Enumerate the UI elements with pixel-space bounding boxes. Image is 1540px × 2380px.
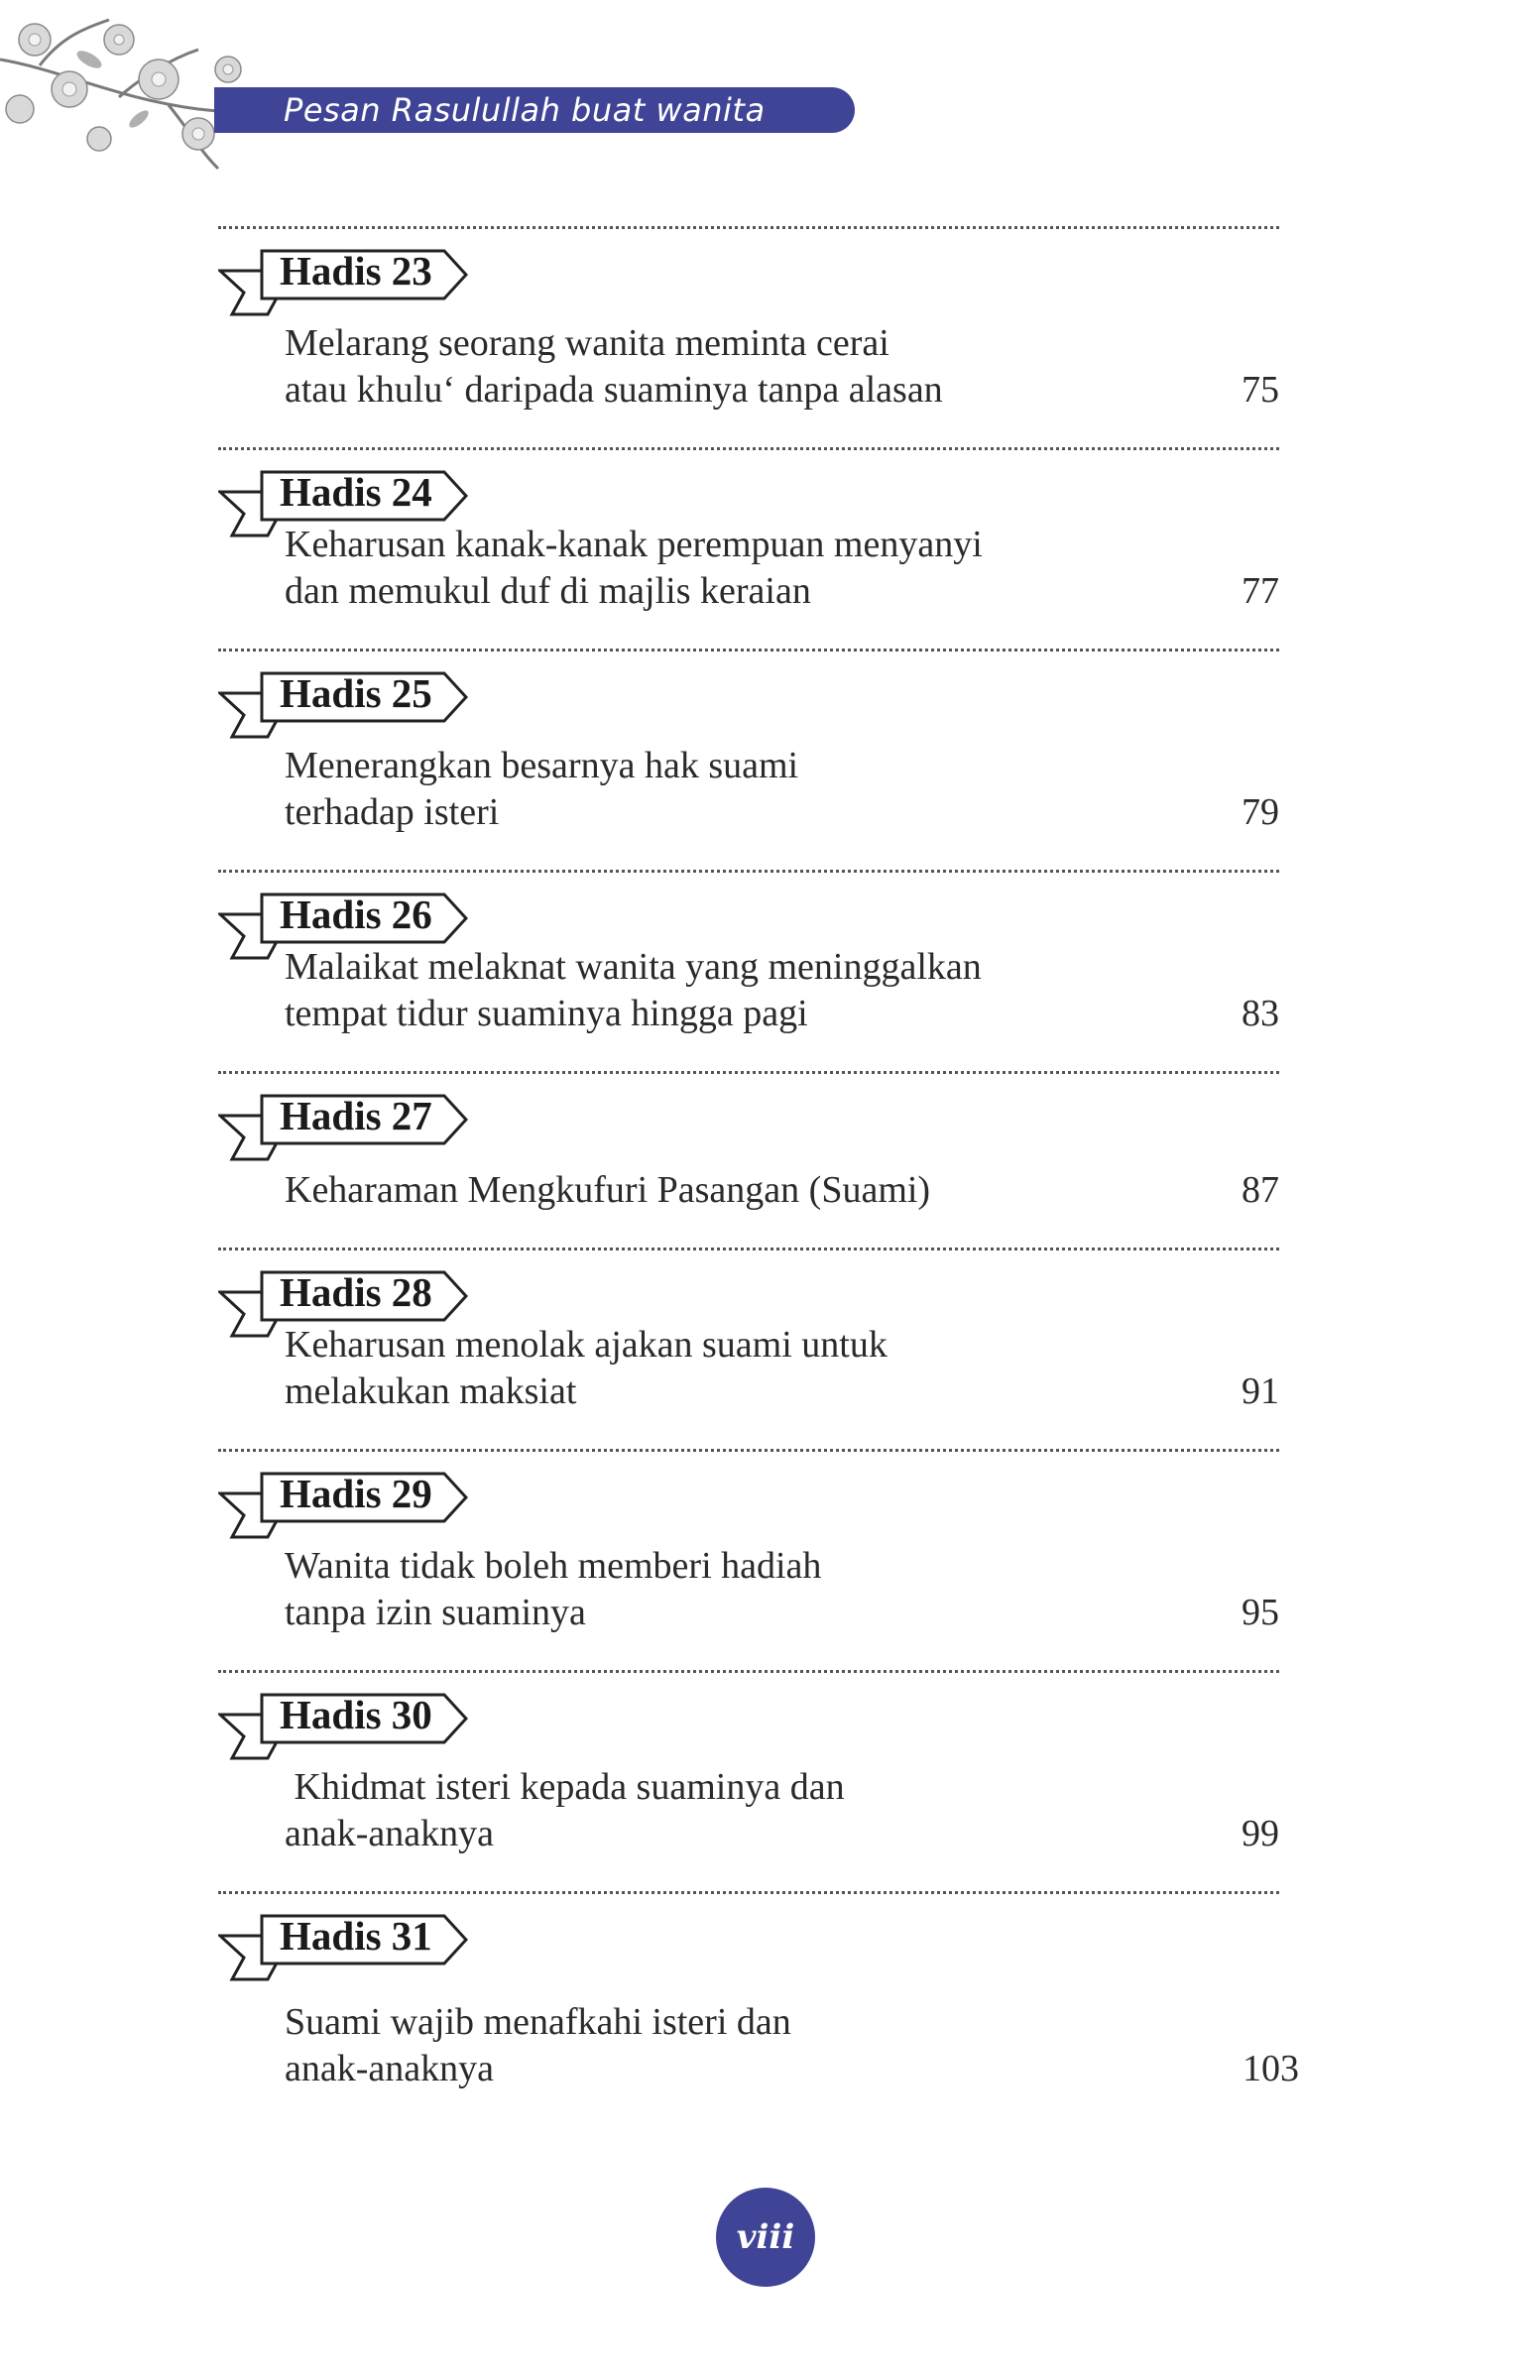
toc-entry-description: melakukan maksiat (285, 1370, 577, 1412)
toc-entry-description: anak-anaknya (285, 1813, 494, 1854)
running-header-title: Pesan Rasulullah buat wanita (284, 91, 766, 129)
toc-entry-description: tempat tidur suaminya hingga pagi (285, 993, 808, 1034)
page-number: 75 (1242, 369, 1279, 411)
table-of-contents (218, 226, 1299, 2126)
page-folio-number: viii (736, 2217, 795, 2257)
page-number: 91 (1242, 1370, 1279, 1412)
toc-entry-heading (218, 1452, 1279, 1523)
toc-entry-heading (218, 652, 1279, 723)
page-number: 95 (1242, 1592, 1279, 1633)
toc-entry-heading (218, 873, 1279, 944)
toc-entry-description: terhadap isteri (285, 791, 500, 833)
page-number: 83 (1242, 993, 1279, 1034)
toc-entry-description: Menerangkan besarnya hak suami (285, 745, 799, 786)
toc-entry-description: dan memukul duf di majlis keraian (285, 570, 811, 612)
hadis-label: Hadis 27 (280, 1093, 432, 1138)
page-number: 103 (1243, 2048, 1299, 2089)
toc-entry-description: anak-anaknya (285, 2048, 494, 2089)
toc-entry[interactable] (218, 649, 1279, 870)
toc-entry-description: Keharaman Mengkufuri Pasangan (Suami) (285, 1169, 931, 1211)
toc-entry-description: atau khulu‘ daripada suaminya tanpa alasan (285, 369, 943, 411)
toc-entry[interactable] (218, 226, 1279, 447)
running-header (214, 87, 855, 133)
toc-entry[interactable] (218, 1248, 1279, 1449)
toc-entry[interactable] (218, 1891, 1299, 2126)
toc-entry-description: Suami wajib menafkahi isteri dan (285, 2001, 791, 2043)
toc-entry-heading (218, 229, 1279, 300)
toc-entry-description: Khidmat isteri kepada suaminya dan (285, 1766, 845, 1808)
toc-entry-heading (218, 450, 1279, 522)
hadis-label: Hadis 31 (280, 1913, 432, 1959)
hadis-label: Hadis 26 (280, 892, 432, 937)
toc-entry[interactable] (218, 1449, 1279, 1670)
hadis-label: Hadis 29 (280, 1471, 432, 1516)
toc-entry-heading (218, 1250, 1279, 1322)
hadis-label: Hadis 23 (280, 248, 432, 294)
toc-entry[interactable] (218, 1071, 1279, 1248)
toc-entry-description: Melarang seorang wanita meminta cerai (285, 322, 889, 364)
page-number: 77 (1242, 570, 1279, 612)
toc-entry-description: Keharusan menolak ajakan suami untuk (285, 1324, 888, 1366)
toc-entry[interactable] (218, 870, 1279, 1071)
page-number: 99 (1242, 1813, 1279, 1854)
toc-entry-heading (218, 1894, 1279, 1965)
toc-entry-description: Wanita tidak boleh memberi hadiah (285, 1545, 822, 1587)
hadis-label: Hadis 30 (280, 1692, 432, 1737)
page-number: 79 (1242, 791, 1279, 833)
toc-entry-description: Malaikat melaknat wanita yang meninggalkan (285, 946, 982, 988)
page-number: 87 (1242, 1169, 1279, 1211)
toc-entry-heading (218, 1074, 1279, 1145)
toc-entry-description: tanpa izin suaminya (285, 1592, 586, 1633)
toc-entry-heading (218, 1673, 1279, 1744)
page-folio (716, 2188, 815, 2287)
hadis-label: Hadis 24 (280, 469, 432, 515)
toc-entry-description: Keharusan kanak-kanak perempuan menyanyi (285, 524, 983, 565)
toc-entry[interactable] (218, 1670, 1279, 1891)
toc-entry[interactable] (218, 447, 1279, 649)
hadis-label: Hadis 28 (280, 1269, 432, 1315)
hadis-label: Hadis 25 (280, 670, 432, 716)
